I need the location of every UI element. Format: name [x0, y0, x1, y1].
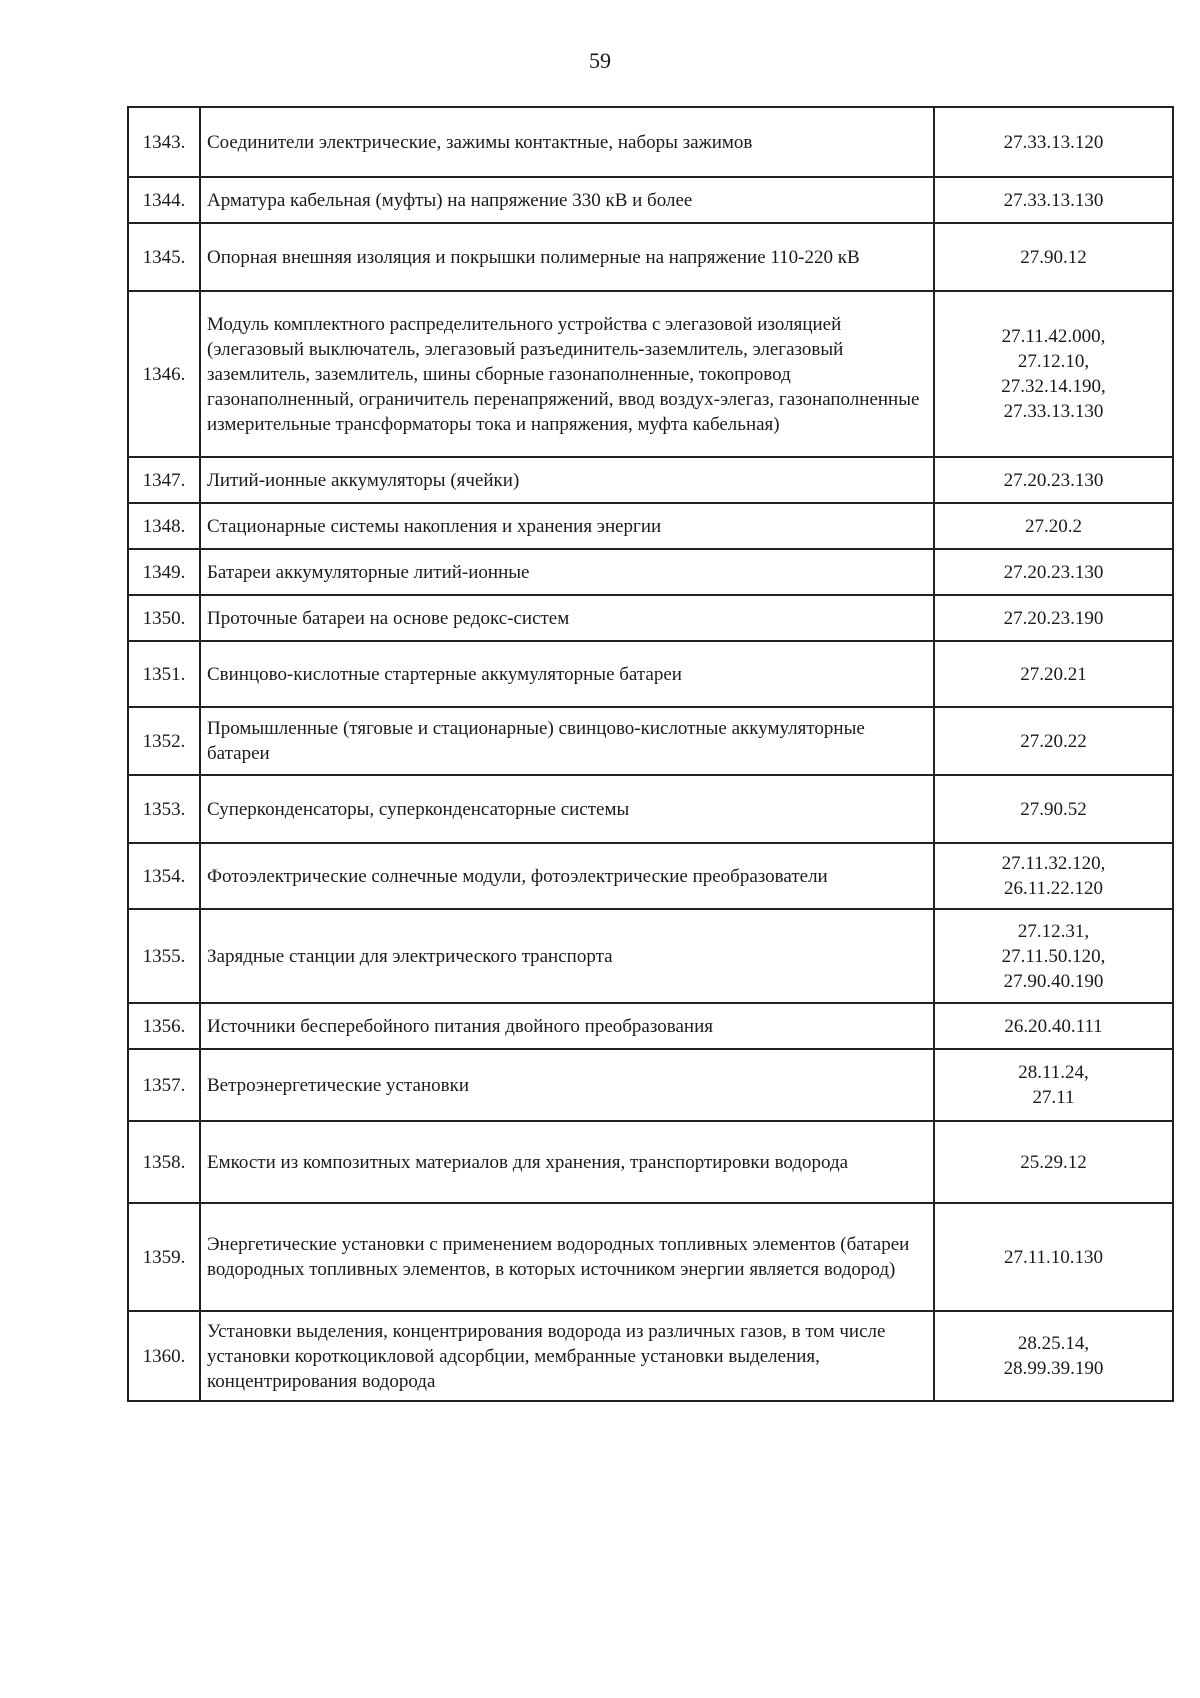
table-row	[128, 1311, 1173, 1401]
row-number: 1357.	[128, 1049, 200, 1121]
okpd-code: 28.25.14,	[1017, 1333, 1090, 1354]
okpd-code: 25.29.12	[1020, 1151, 1087, 1173]
okpd-codes	[934, 1121, 1173, 1203]
okpd-code: 27.20.23.130	[1003, 561, 1104, 583]
okpd-code: 27.20.2	[1025, 515, 1082, 537]
registry-table	[127, 106, 1174, 1402]
table-row	[128, 177, 1173, 223]
okpd-codes	[934, 503, 1173, 549]
okpd-code: 27.33.13.130	[1003, 401, 1104, 422]
row-number: 1356.	[128, 1003, 200, 1049]
row-number: 1344.	[128, 177, 200, 223]
okpd-code: 27.11.50.120,	[1001, 945, 1106, 967]
product-description: Модуль комплектного распределительного устройства с элегазовой изоляцией (элегазовый выключатель, элегазовый разъединитель-заземлитель, элегазовый заземлитель, заземлитель, шины сборные газонаполненные, токопровод газонаполненный, ограничитель перенапряжений, ввод воздух-элегаз, газонаполненные измерительные трансформаторы тока и напряжения, муфта кабельная)	[200, 291, 934, 457]
okpd-code: 27.90.12	[1020, 246, 1087, 268]
table-row	[128, 107, 1173, 177]
okpd-code: 26.20.40.111	[1004, 1015, 1103, 1037]
okpd-code: 27.33.13.130	[1003, 189, 1104, 211]
table-row	[128, 549, 1173, 595]
okpd-codes	[934, 291, 1173, 457]
okpd-code: 27.90.52	[1020, 798, 1087, 820]
row-number: 1350.	[128, 595, 200, 641]
okpd-codes	[934, 223, 1173, 291]
okpd-code: 27.20.23.130	[1003, 469, 1104, 491]
product-description: Энергетические установки с применением водородных топливных элементов (батареи водородных топливных элементов, в которых источником энергии является водород)	[200, 1203, 934, 1311]
okpd-codes	[934, 1003, 1173, 1049]
okpd-codes	[934, 641, 1173, 707]
okpd-codes	[934, 1049, 1173, 1121]
product-description: Ветроэнергетические установки	[200, 1049, 934, 1121]
okpd-code: 27.20.22	[1020, 730, 1087, 752]
row-number: 1352.	[128, 707, 200, 775]
okpd-code: 27.11.42.000,	[1001, 326, 1106, 347]
okpd-code: 27.32.14.190,	[1001, 376, 1106, 397]
row-number: 1359.	[128, 1203, 200, 1311]
row-number: 1351.	[128, 641, 200, 707]
row-number: 1360.	[128, 1311, 200, 1401]
table-row	[128, 223, 1173, 291]
okpd-codes	[934, 595, 1173, 641]
table-row	[128, 641, 1173, 707]
okpd-code: 27.20.21	[1020, 663, 1087, 685]
okpd-code: 26.11.22.120	[1003, 878, 1104, 899]
row-number: 1346.	[128, 291, 200, 457]
product-description: Литий-ионные аккумуляторы (ячейки)	[200, 457, 934, 503]
table-row	[128, 775, 1173, 843]
okpd-codes	[934, 775, 1173, 843]
okpd-code: 27.20.23.190	[1003, 607, 1104, 629]
product-description: Стационарные системы накопления и хранения энергии	[200, 503, 934, 549]
okpd-codes	[934, 1203, 1173, 1311]
okpd-code: 27.11	[1032, 1087, 1075, 1108]
product-description: Источники бесперебойного питания двойного преобразования	[200, 1003, 934, 1049]
okpd-codes	[934, 549, 1173, 595]
okpd-codes	[934, 177, 1173, 223]
row-number: 1349.	[128, 549, 200, 595]
table-row	[128, 707, 1173, 775]
table-row	[128, 291, 1173, 457]
okpd-codes	[934, 457, 1173, 503]
row-number: 1358.	[128, 1121, 200, 1203]
table-row	[128, 1003, 1173, 1049]
okpd-code: 27.11.10.130	[1003, 1246, 1104, 1268]
row-number: 1343.	[128, 107, 200, 177]
okpd-codes	[934, 843, 1173, 909]
row-number: 1347.	[128, 457, 200, 503]
okpd-code: 27.11.32.120,	[1001, 853, 1106, 874]
table-row	[128, 1203, 1173, 1311]
okpd-code: 27.12.10,	[1017, 351, 1090, 372]
table-row	[128, 909, 1173, 1003]
product-description: Фотоэлектрические солнечные модули, фотоэлектрические преобразователи	[200, 843, 934, 909]
table-row	[128, 457, 1173, 503]
product-description: Емкости из композитных материалов для хранения, транспортировки водорода	[200, 1121, 934, 1203]
table-row	[128, 1049, 1173, 1121]
registry-table-body	[128, 107, 1173, 1401]
table-row	[128, 595, 1173, 641]
product-description: Арматура кабельная (муфты) на напряжение 330 кВ и более	[200, 177, 934, 223]
okpd-code: 27.12.31,	[1017, 920, 1090, 942]
product-description: Зарядные станции для электрического транспорта	[200, 909, 934, 1003]
product-description: Установки выделения, концентрирования водорода из различных газов, в том числе установки короткоцикловой адсорбции, мембранные установки выделения, концентрирования водорода	[200, 1311, 934, 1401]
okpd-code: 27.90.40.190	[1003, 970, 1104, 992]
table-row	[128, 843, 1173, 909]
product-description: Опорная внешняя изоляция и покрышки полимерные на напряжение 110-220 кВ	[200, 223, 934, 291]
okpd-code: 28.99.39.190	[1003, 1358, 1104, 1379]
row-number: 1354.	[128, 843, 200, 909]
okpd-codes	[934, 707, 1173, 775]
product-description: Батареи аккумуляторные литий-ионные	[200, 549, 934, 595]
product-description: Соединители электрические, зажимы контактные, наборы зажимов	[200, 107, 934, 177]
page-number: 59	[589, 48, 611, 73]
row-number: 1353.	[128, 775, 200, 843]
row-number: 1345.	[128, 223, 200, 291]
okpd-codes	[934, 1311, 1173, 1401]
okpd-codes	[934, 107, 1173, 177]
product-description: Суперконденсаторы, суперконденсаторные системы	[200, 775, 934, 843]
table-row	[128, 503, 1173, 549]
row-number: 1355.	[128, 909, 200, 1003]
okpd-codes	[934, 909, 1173, 1003]
table-row	[128, 1121, 1173, 1203]
okpd-code: 28.11.24,	[1018, 1062, 1089, 1083]
row-number: 1348.	[128, 503, 200, 549]
okpd-code: 27.33.13.120	[1003, 131, 1104, 153]
product-description: Проточные батареи на основе редокс-систем	[200, 595, 934, 641]
product-description: Промышленные (тяговые и стационарные) свинцово-кислотные аккумуляторные батареи	[200, 707, 934, 775]
product-description: Свинцово-кислотные стартерные аккумуляторные батареи	[200, 641, 934, 707]
